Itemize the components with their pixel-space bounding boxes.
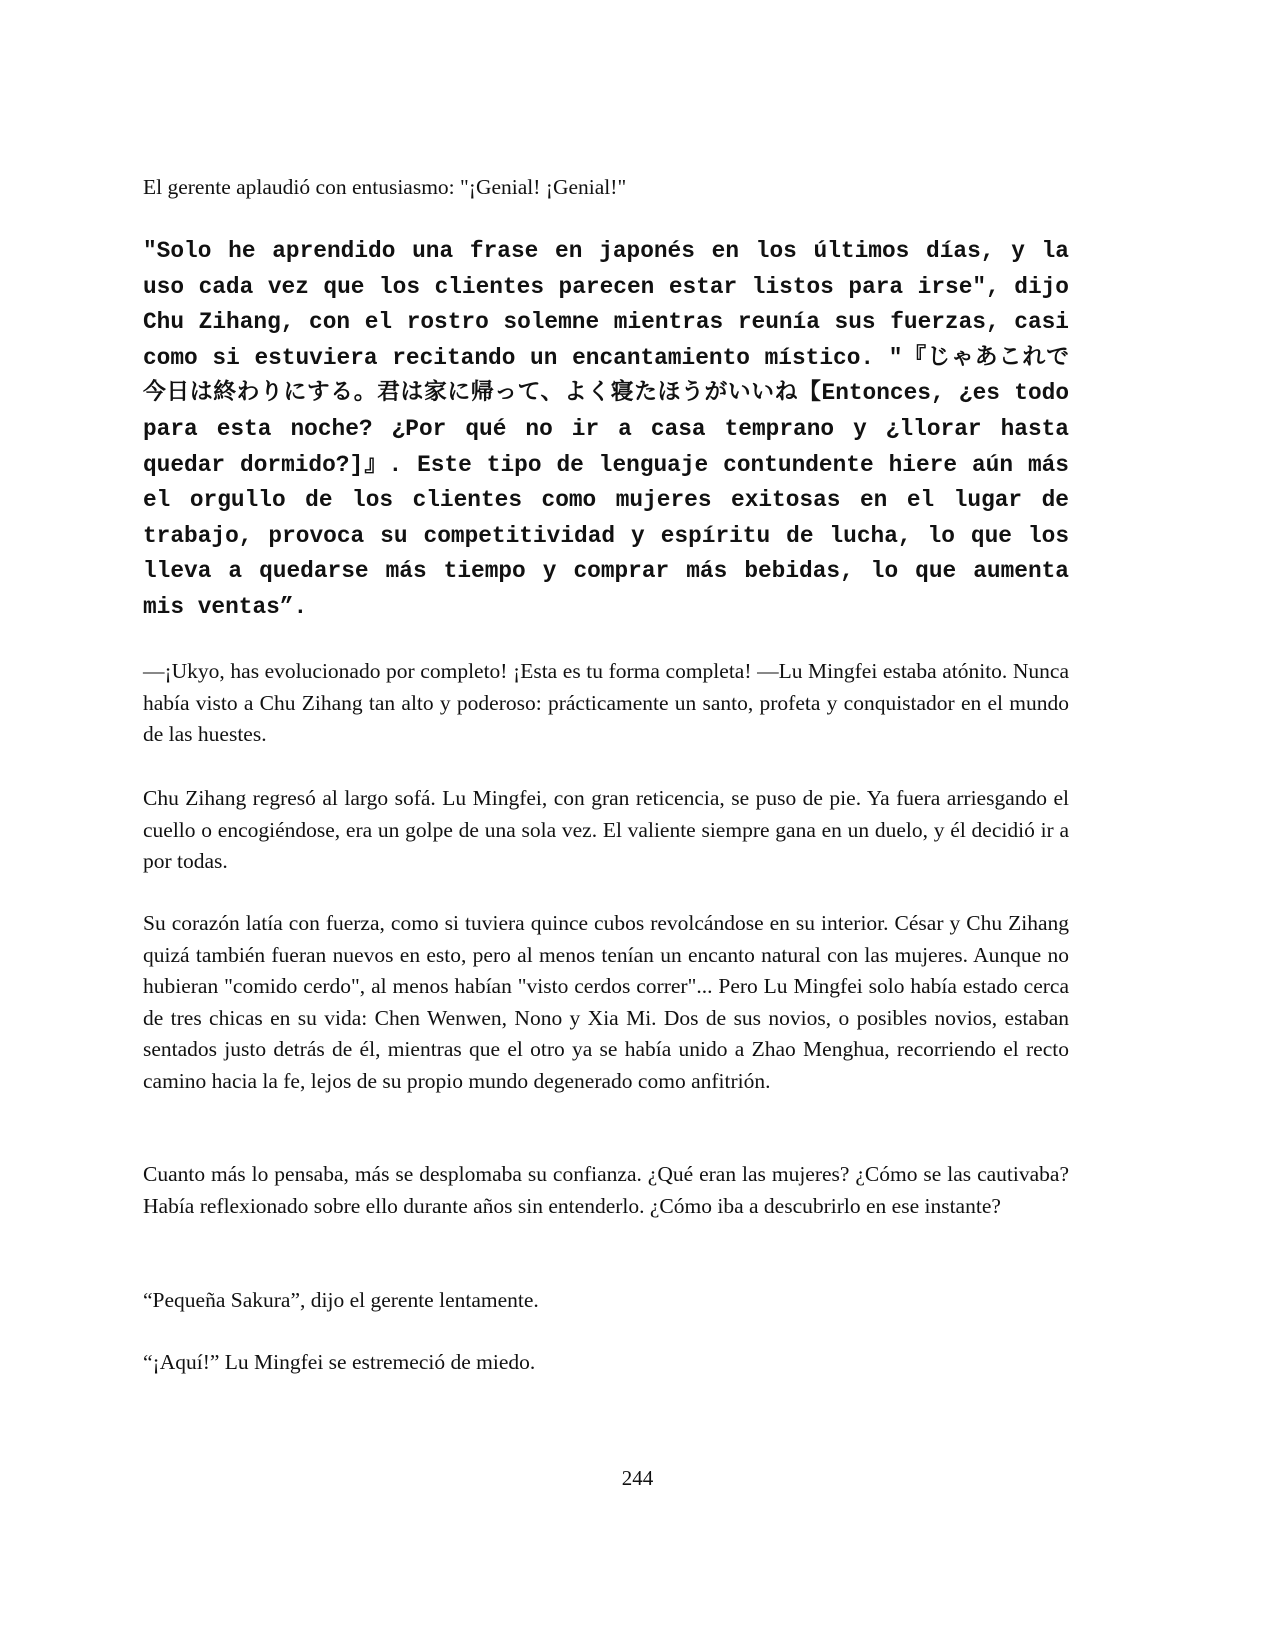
paragraph: —¡Ukyo, has evolucionado por completo! ¡Esta es tu forma completa! —Lu Mingfei estaba atónito. Nunca había visto a Chu Zihang tan alto y poderoso: prácticamente un santo, profeta y conquistador en el mundo de las huestes. bbox=[143, 659, 1069, 746]
paragraph: Su corazón latía con fuerza, como si tuviera quince cubos revolcándose en su interior. César y Chu Zihang quizá también fueran nuevos en esto, pero al menos tenían un encanto natural con las mujeres. Aunque no hubieran "comido cerdo", al menos habían "visto cerdos correr"... Pero Lu Mingfei solo había estado cerca de tres chicas en su vida: Chen Wenwen, Nono y Xia Mi. Dos de sus novios, o posibles novios, estaban sentados justo detrás de él, mientras que el otro ya se había unido a Zhao Menghua, recorriendo el recto camino hacia la fe, lejos de su propio mundo degenerado como anfitrión. bbox=[143, 911, 1069, 1093]
page-number: 244 bbox=[621, 1466, 654, 1490]
paragraph: “¡Aquí!” Lu Mingfei se estremeció de miedo. bbox=[143, 1350, 536, 1374]
paragraph: Chu Zihang regresó al largo sofá. Lu Mingfei, con gran reticencia, se puso de pie. Ya fuera arriesgando el cuello o encogiéndose, era un golpe de una sola vez. El valiente siempre gana en un duelo, y él decidió ir a por todas. bbox=[143, 786, 1069, 873]
monospace-paragraph: "Solo he aprendido una frase en japonés en los últimos días, y la uso cada vez que los clientes parecen estar listos para irse", dijo Chu Zihang, con el rostro solemne mientras reunía sus fuerzas, casi como si estuviera recitando un encantamiento místico. "『じゃあこれで今日は終わりにする。君は家に帰って、よく寝たほうがいいね【Entonces, ¿es todo para esta noche? ¿Por qué no ir a casa temprano y ¿llorar hasta quedar dormido?]』. Este tipo de lenguaje contundente hiere aún más el orgullo de los clientes como mujeres exitosas en el lugar de trabajo, provoca su competitividad y espíritu de lucha, lo que los lleva a quedarse más tiempo y comprar más bebidas, lo que aumenta mis ventas”. bbox=[143, 238, 1069, 620]
paragraph: El gerente aplaudió con entusiasmo: "¡Genial! ¡Genial!" bbox=[143, 175, 627, 199]
paragraph: “Pequeña Sakura”, dijo el gerente lentamente. bbox=[143, 1288, 539, 1312]
paragraph: Cuanto más lo pensaba, más se desplomaba su confianza. ¿Qué eran las mujeres? ¿Cómo se las cautivaba? Había reflexionado sobre ello durante años sin entenderlo. ¿Cómo iba a descubrirlo en ese instante? bbox=[143, 1162, 1069, 1218]
